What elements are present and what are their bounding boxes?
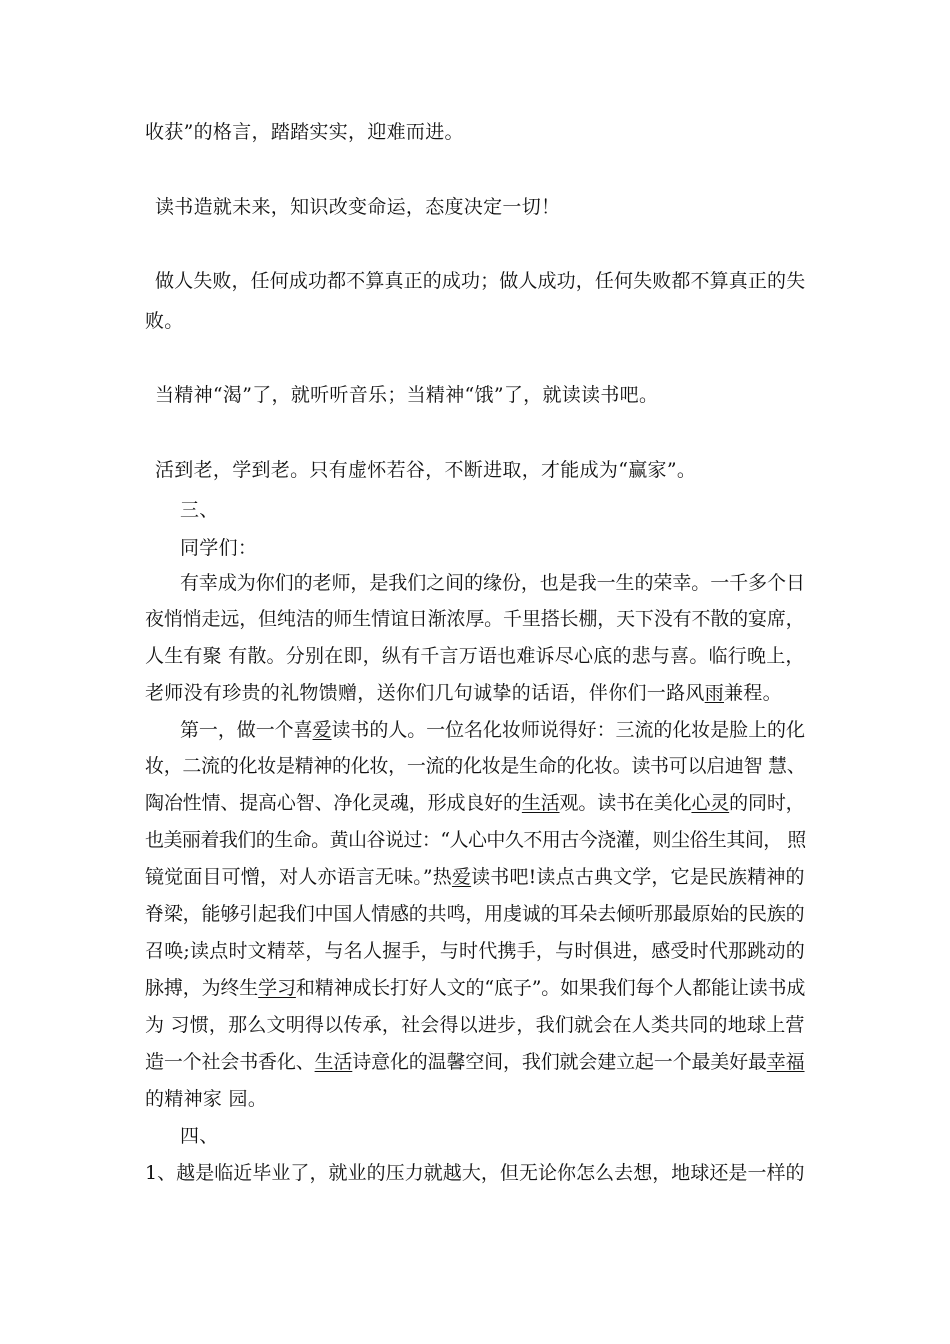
text-line: 败。 xyxy=(145,310,184,332)
text-line: 人生有聚 有散。分别在即，纵有千言万语也难诉尽心底的悲与喜。临行晚上， xyxy=(145,645,805,667)
underlined-word: 心灵 xyxy=(691,792,730,814)
underlined-word: 生活 xyxy=(314,1051,353,1073)
text-line: 收获”的格言，踏踏实实，迎难而进。 xyxy=(145,121,464,143)
salutation: 同学们： xyxy=(180,537,258,559)
text-line: 也美丽着我们的生命。黄山谷说过：“人心中久不用古今浇灌，则尘俗生其间， 照 xyxy=(145,829,806,851)
section-heading: 三、 xyxy=(180,499,219,521)
text-line: 造一个社会书香化、生活诗意化的温馨空间，我们就会建立起一个最美好最幸福 xyxy=(145,1051,805,1073)
text-line: 第一，做一个喜爱读书的人。一位名化妆师说得好：三流的化妆是脸上的化 xyxy=(180,719,805,741)
text-line: 1、越是临近毕业了，就业的压力就越大，但无论你怎么去想，地球还是一样的 xyxy=(145,1162,805,1184)
text-line: 活到老，学到老。只有虚怀若谷，不断进取，才能成为“赢家”。 xyxy=(155,459,697,481)
section-heading: 四、 xyxy=(180,1125,219,1147)
text-line: 老师没有珍贵的礼物馈赠，送你们几句诚挚的话语，伴你们一路风雨兼程。 xyxy=(145,682,782,704)
text-line: 镜觉面目可憎，对人亦语言无味。”热爱读书吧!读点古典文学，它是民族精神的 xyxy=(145,866,805,888)
underlined-word: 学习 xyxy=(258,977,296,999)
text-line: 夜悄悄走远，但纯洁的师生情谊日渐浓厚。千里搭长棚，天下没有不散的宴席， xyxy=(145,608,805,630)
text-line: 为 习惯，那么文明得以传承，社会得以进步，我们就会在人类共同的地球上营 xyxy=(145,1014,805,1036)
text-line: 做人失败，任何成功都不算真正的成功；做人成功，任何失败都不算真正的失 xyxy=(155,270,806,292)
underlined-word: 生活 xyxy=(521,792,560,814)
text-line: 脉搏，为终生学习和精神成长打好人文的“底子”。如果我们每个人都能让读书成 xyxy=(145,977,806,999)
text-line: 妆，二流的化妆是精神的化妆，一流的化妆是生命的化妆。读书可以启迪智 慧、 xyxy=(145,755,806,777)
underlined-word: 爱 xyxy=(312,719,332,741)
text-line: 当精神“渴”了，就听听音乐；当精神“饿”了，就读读书吧。 xyxy=(155,384,659,406)
text-line: 陶冶性情、提高心智、净化灵魂，形成良好的生活观。读书在美化心灵的同时， xyxy=(145,792,805,814)
text-line: 脊梁，能够引起我们中国人情感的共鸣，用虔诚的耳朵去倾听那最原始的民族的 xyxy=(145,903,805,925)
underlined-word: 雨 xyxy=(704,682,725,704)
text-line: 召唤;读点时文精萃，与名人握手，与时代携手，与时俱进，感受时代那跳动的 xyxy=(145,940,805,962)
underlined-word: 幸福 xyxy=(766,1051,805,1073)
text-line: 有幸成为你们的老师，是我们之间的缘份，也是我一生的荣幸。一千多个日 xyxy=(180,572,805,594)
text-line: 的精神家 园。 xyxy=(145,1088,268,1110)
text-line: 读书造就未来，知识改变命运，态度决定一切！ xyxy=(155,196,561,218)
underlined-word: 爱 xyxy=(451,866,472,888)
